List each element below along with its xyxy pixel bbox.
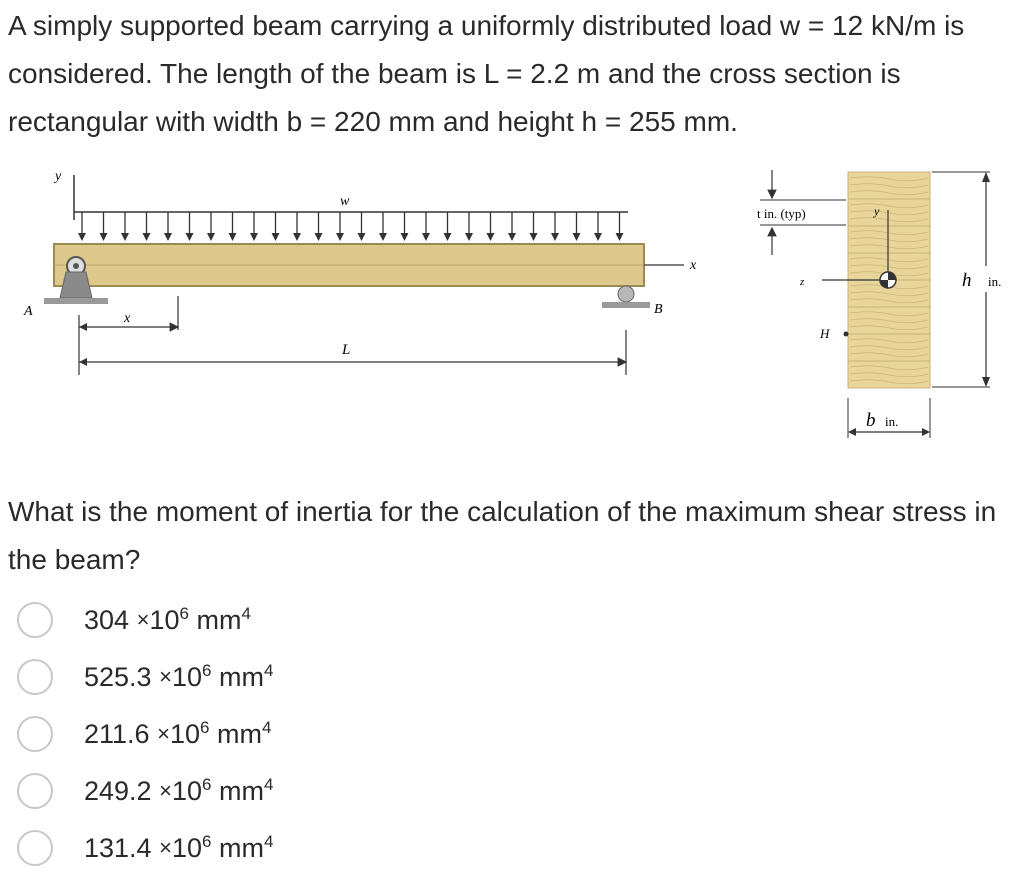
load-arrowhead bbox=[487, 233, 495, 241]
x-axis-label: x bbox=[690, 258, 697, 273]
load-arrowhead bbox=[293, 233, 301, 241]
load-arrowhead bbox=[336, 233, 344, 241]
b-dimension-label: b bbox=[866, 410, 876, 431]
load-arrowhead bbox=[186, 233, 194, 241]
load-arrowhead bbox=[229, 233, 237, 241]
section-y-label: y bbox=[874, 204, 880, 218]
load-arrowhead bbox=[164, 233, 172, 241]
radio-button[interactable] bbox=[17, 773, 53, 809]
option-label[interactable]: $131.4 \times 10^6$ $mm^4$ bbox=[84, 832, 274, 863]
load-label-w: w bbox=[340, 194, 350, 209]
load-arrowhead bbox=[315, 233, 323, 241]
h-dimension-unit: in. bbox=[988, 274, 1002, 289]
load-arrowhead bbox=[379, 233, 387, 241]
load-arrowhead bbox=[272, 233, 280, 241]
load-arrowhead bbox=[444, 233, 452, 241]
load-arrowhead bbox=[358, 233, 366, 241]
support-label-a: A bbox=[24, 304, 33, 319]
b-dimension-unit: in. bbox=[885, 414, 899, 429]
radio-button[interactable] bbox=[17, 830, 53, 866]
answer-options bbox=[0, 594, 600, 879]
answer-option[interactable] bbox=[0, 765, 600, 822]
answer-option[interactable] bbox=[0, 651, 600, 708]
answer-option[interactable] bbox=[0, 822, 600, 879]
load-arrowhead bbox=[616, 233, 624, 241]
radio-button[interactable] bbox=[17, 659, 53, 695]
option-label[interactable]: $525.3 \times 10^6$ $mm^4$ bbox=[84, 661, 274, 692]
answer-option[interactable] bbox=[0, 708, 600, 765]
load-arrowhead bbox=[78, 233, 86, 241]
load-arrowhead bbox=[594, 233, 602, 241]
wood-plank bbox=[848, 307, 930, 334]
h-dimension-label: h bbox=[962, 270, 972, 291]
answer-option[interactable] bbox=[0, 594, 600, 651]
h-nail-label: H bbox=[820, 326, 830, 341]
question-prompt: What is the moment of inertia for the calculation of the maximum shear stress in the beam? bbox=[8, 496, 997, 575]
simply-supported-beam bbox=[23, 170, 697, 375]
load-arrowhead bbox=[401, 233, 409, 241]
load-arrowhead bbox=[530, 233, 538, 241]
support-label-b: B bbox=[654, 302, 663, 317]
load-arrowhead bbox=[207, 233, 215, 241]
radio-button[interactable] bbox=[17, 602, 53, 638]
wood-plank bbox=[848, 172, 930, 199]
roller-support-b bbox=[602, 286, 650, 308]
beam-figure bbox=[0, 170, 1024, 470]
load-arrowhead bbox=[551, 233, 559, 241]
thickness-label: t in. (typ) bbox=[757, 206, 806, 221]
wood-plank bbox=[848, 361, 930, 388]
dimension-label-x: x bbox=[124, 311, 131, 326]
wood-plank bbox=[848, 334, 930, 361]
question-text: A simply supported beam carrying a uniformly distributed load w = 12 kN/m is considered. The length of the beam is L = 2.2 m and the cross section is rectangular with width b = 220 mm and height h = 255 mm. bbox=[8, 10, 965, 137]
load-arrowhead bbox=[121, 233, 129, 241]
load-arrowhead bbox=[465, 233, 473, 241]
load-arrowhead bbox=[508, 233, 516, 241]
section-z-label: z bbox=[800, 276, 805, 288]
load-arrowhead bbox=[422, 233, 430, 241]
option-label[interactable]: $304 \times 10^6$ $mm^4$ bbox=[84, 604, 251, 635]
option-label[interactable]: $211.6 \times 10^6$ $mm^4$ bbox=[84, 718, 272, 749]
option-label[interactable]: $249.2 \times 10^6$ $mm^4$ bbox=[84, 775, 274, 806]
wood-plank bbox=[848, 199, 930, 226]
load-arrowhead bbox=[100, 233, 108, 241]
dimension-label-l: L bbox=[342, 342, 351, 358]
load-arrowhead bbox=[250, 233, 258, 241]
y-axis-label: y bbox=[55, 170, 62, 184]
load-arrowhead bbox=[573, 233, 581, 241]
distributed-load-arrows bbox=[78, 212, 624, 241]
cross-section bbox=[757, 170, 1014, 438]
wood-plank bbox=[848, 226, 930, 253]
load-arrowhead bbox=[143, 233, 151, 241]
radio-button[interactable] bbox=[17, 716, 53, 752]
beam-diagram-svg bbox=[0, 170, 1024, 470]
